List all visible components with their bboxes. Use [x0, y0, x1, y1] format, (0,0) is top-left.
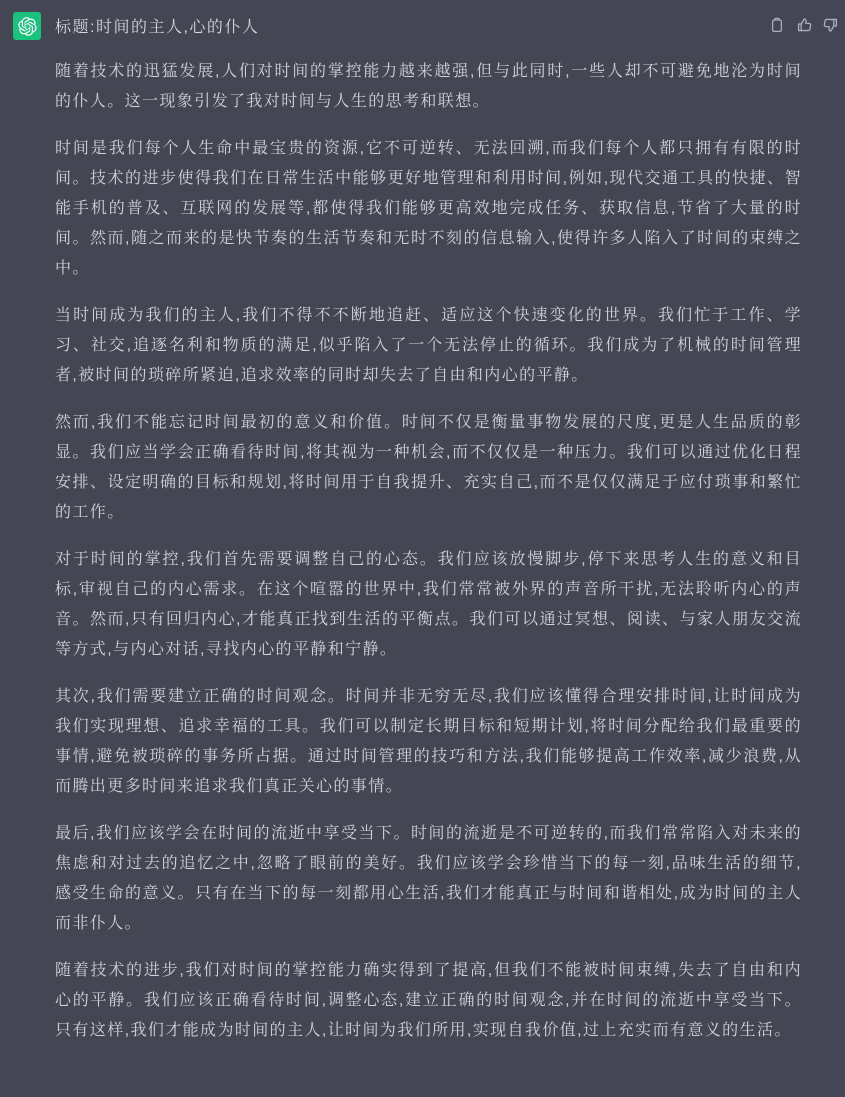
paragraph-6: 其次,我们需要建立正确的时间观念。时间并非无穷无尽,我们应该懂得合理安排时间,让时间成为我们实现理想、追求幸福的工具。我们可以制定长期目标和短期计划,将时间分配给我们最重要的事情,避免被琐碎的事务所占据。通过时间管理的技巧和方法,我们能够提高工作效率,减少浪费,从而腾出更多时间来追求我们真正关心的事情。	[55, 688, 802, 795]
message-header	[55, 10, 839, 40]
page-title: 标题:时间的主人,心的仆人	[55, 18, 260, 36]
paragraph-8: 随着技术的进步,我们对时间的掌控能力确实得到了提高,但我们不能被时间束缚,失去了自由和内心的平静。我们应该正确看待时间,调整心态,建立正确的时间观念,并在时间的流逝中享受当下。只有这样,我们才能成为时间的主人,让时间为我们所用,实现自我价值,过上充实而有意义的生活。	[55, 962, 802, 1039]
assistant-avatar	[13, 12, 41, 40]
paragraph-4: 然而,我们不能忘记时间最初的意义和价值。时间不仅是衡量事物发展的尺度,更是人生品质的彰显。我们应当学会正确看待时间,将其视为一种机会,而不仅仅是一种压力。我们可以通过优化日程安排、设定明确的目标和规划,将时间用于自我提升、充实自己,而不是仅仅满足于应付琐事和繁忙的工作。	[55, 414, 802, 521]
thumbs-up-button[interactable]	[795, 17, 812, 34]
thumbs-down-icon	[823, 17, 839, 33]
message-content	[55, 10, 839, 1046]
thumbs-down-button[interactable]	[822, 17, 839, 34]
openai-logo-icon	[18, 17, 37, 36]
clipboard-copy-icon	[769, 17, 785, 33]
paragraph-5: 对于时间的掌控,我们首先需要调整自己的心态。我们应该放慢脚步,停下来思考人生的意义和目标,审视自己的内心需求。在这个喧嚣的世界中,我们常常被外界的声音所干扰,无法聆听内心的声音。然而,只有回归内心,才能真正找到生活的平衡点。我们可以通过冥想、阅读、与家人朋友交流等方式,与内心对话,寻找内心的平静和宁静。	[55, 551, 802, 658]
paragraph-1: 随着技术的迅猛发展,人们对时间的掌控能力越来越强,但与此同时,一些人却不可避免地沦为时间的仆人。这一现象引发了我对时间与人生的思考和联想。	[55, 63, 802, 110]
paragraph-2: 时间是我们每个人生命中最宝贵的资源,它不可逆转、无法回溯,而我们每个人都只拥有有限的时间。技术的进步使得我们在日常生活中能够更好地管理和利用时间,例如,现代交通工具的快捷、智能手机的普及、互联网的发展等,都使得我们能够更高效地完成任务、获取信息,节省了大量的时间。然而,随之而来的是快节奏的生活节奏和无时不刻的信息输入,使得许多人陷入了时间的束缚之中。	[55, 140, 802, 277]
copy-button[interactable]	[768, 17, 785, 34]
message-body	[55, 57, 839, 1046]
paragraph-7: 最后,我们应该学会在时间的流逝中享受当下。时间的流逝是不可逆转的,而我们常常陷入对未来的焦虑和对过去的追忆之中,忽略了眼前的美好。我们应该学会珍惜当下的每一刻,品味生活的细节,感受生命的意义。只有在当下的每一刻都用心生活,我们才能真正与时间和谐相处,成为时间的主人而非仆人。	[55, 825, 802, 932]
thumbs-up-icon	[796, 17, 812, 33]
paragraph-3: 当时间成为我们的主人,我们不得不不断地追赶、适应这个快速变化的世界。我们忙于工作、学习、社交,追逐名利和物质的满足,似乎陷入了一个无法停止的循环。我们成为了机械的时间管理者,被时间的琐碎所紧迫,追求效率的同时却失去了自由和内心的平静。	[55, 307, 802, 384]
message-actions	[768, 17, 839, 34]
